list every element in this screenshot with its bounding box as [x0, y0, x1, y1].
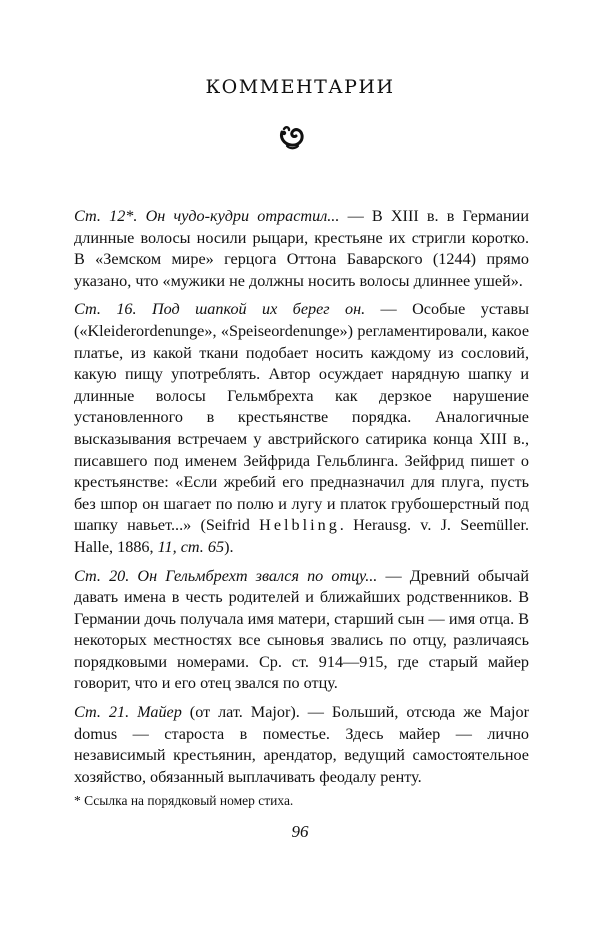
author-name-spaced: Helbling: [259, 516, 340, 535]
note-reference: Ст. 21. Майер: [74, 703, 182, 722]
note-text: — Особые уставы («Kleiderordenunge», «Speiseordenunge») регламентировали, какое платье, из какой ткани подобает носить каждому из сословий, какую пищу употреблять. Автор осуждает нарядную шапку и длинные волосы Гельмбрехта как дерзкое нарушение установленного в крестьянстве порядка. Аналогичные высказывания встречаем у австрийского сатирика конца XIII в., писавшего под именем Зейфрида Гельблинга. Зейфрид пишет о крестьянстве: «Если жребий его предназначил для плуга, пусть без шпор он шагает по полю и лугу и платок грубошерстный под шапку навьет...» (Seifrid: [74, 300, 529, 535]
footnote: * Ссылка на порядковый номер стиха.: [74, 793, 294, 808]
note-line-12: [74, 206, 529, 292]
note-reference: Ст. 16. Под шапкой их берег он.: [74, 300, 366, 319]
note-line-16: [74, 299, 529, 558]
citation: 11, ст. 65: [157, 537, 225, 556]
note-text: ).: [224, 537, 234, 556]
note-reference: Ст. 20. Он Гельмбрехт звался по отцу...: [74, 566, 378, 585]
note-text: . Herausg. v. J. Seemüller. Halle, 1886,: [74, 516, 529, 556]
fleuron-ornament-icon: [278, 124, 306, 150]
note-line-20: [74, 566, 529, 696]
note-reference: Ст. 12*. Он чудо-кудри отрастил...: [74, 207, 340, 225]
note-text: — В XIII в. в Германии длинные волосы носили рыцари, крестьяне их стригли коротко. В «Земском мире» герцога Оттона Баварского (1244) прямо указано, что «мужики не должны носить волосы длиннее ушей».: [74, 207, 529, 290]
note-line-21: [74, 702, 529, 788]
page-number: 96: [291, 822, 309, 841]
page-title: КОММЕНТАРИИ: [205, 76, 395, 98]
note-text: (от лат. Major). — Больший, отсюда же Major domus — староста в поместье. Здесь майер — лично независимый крестьянин, арендатор, ведущий самостоятельное хозяйство, обязанный выплачивать феодалу ренту.: [74, 703, 529, 786]
commentary-notes: [74, 206, 529, 795]
note-text: — Древний обычай давать имена в честь родителей и ближайших родственников. В Германии дочь получала имя матери, старший сын — имя отца. В некоторых местностях все сыновья звались по отцу, различаясь порядковыми номерами. Ср. ст. 914—915, где старый майер говорит, что и его отец звался по отцу.: [74, 566, 529, 693]
